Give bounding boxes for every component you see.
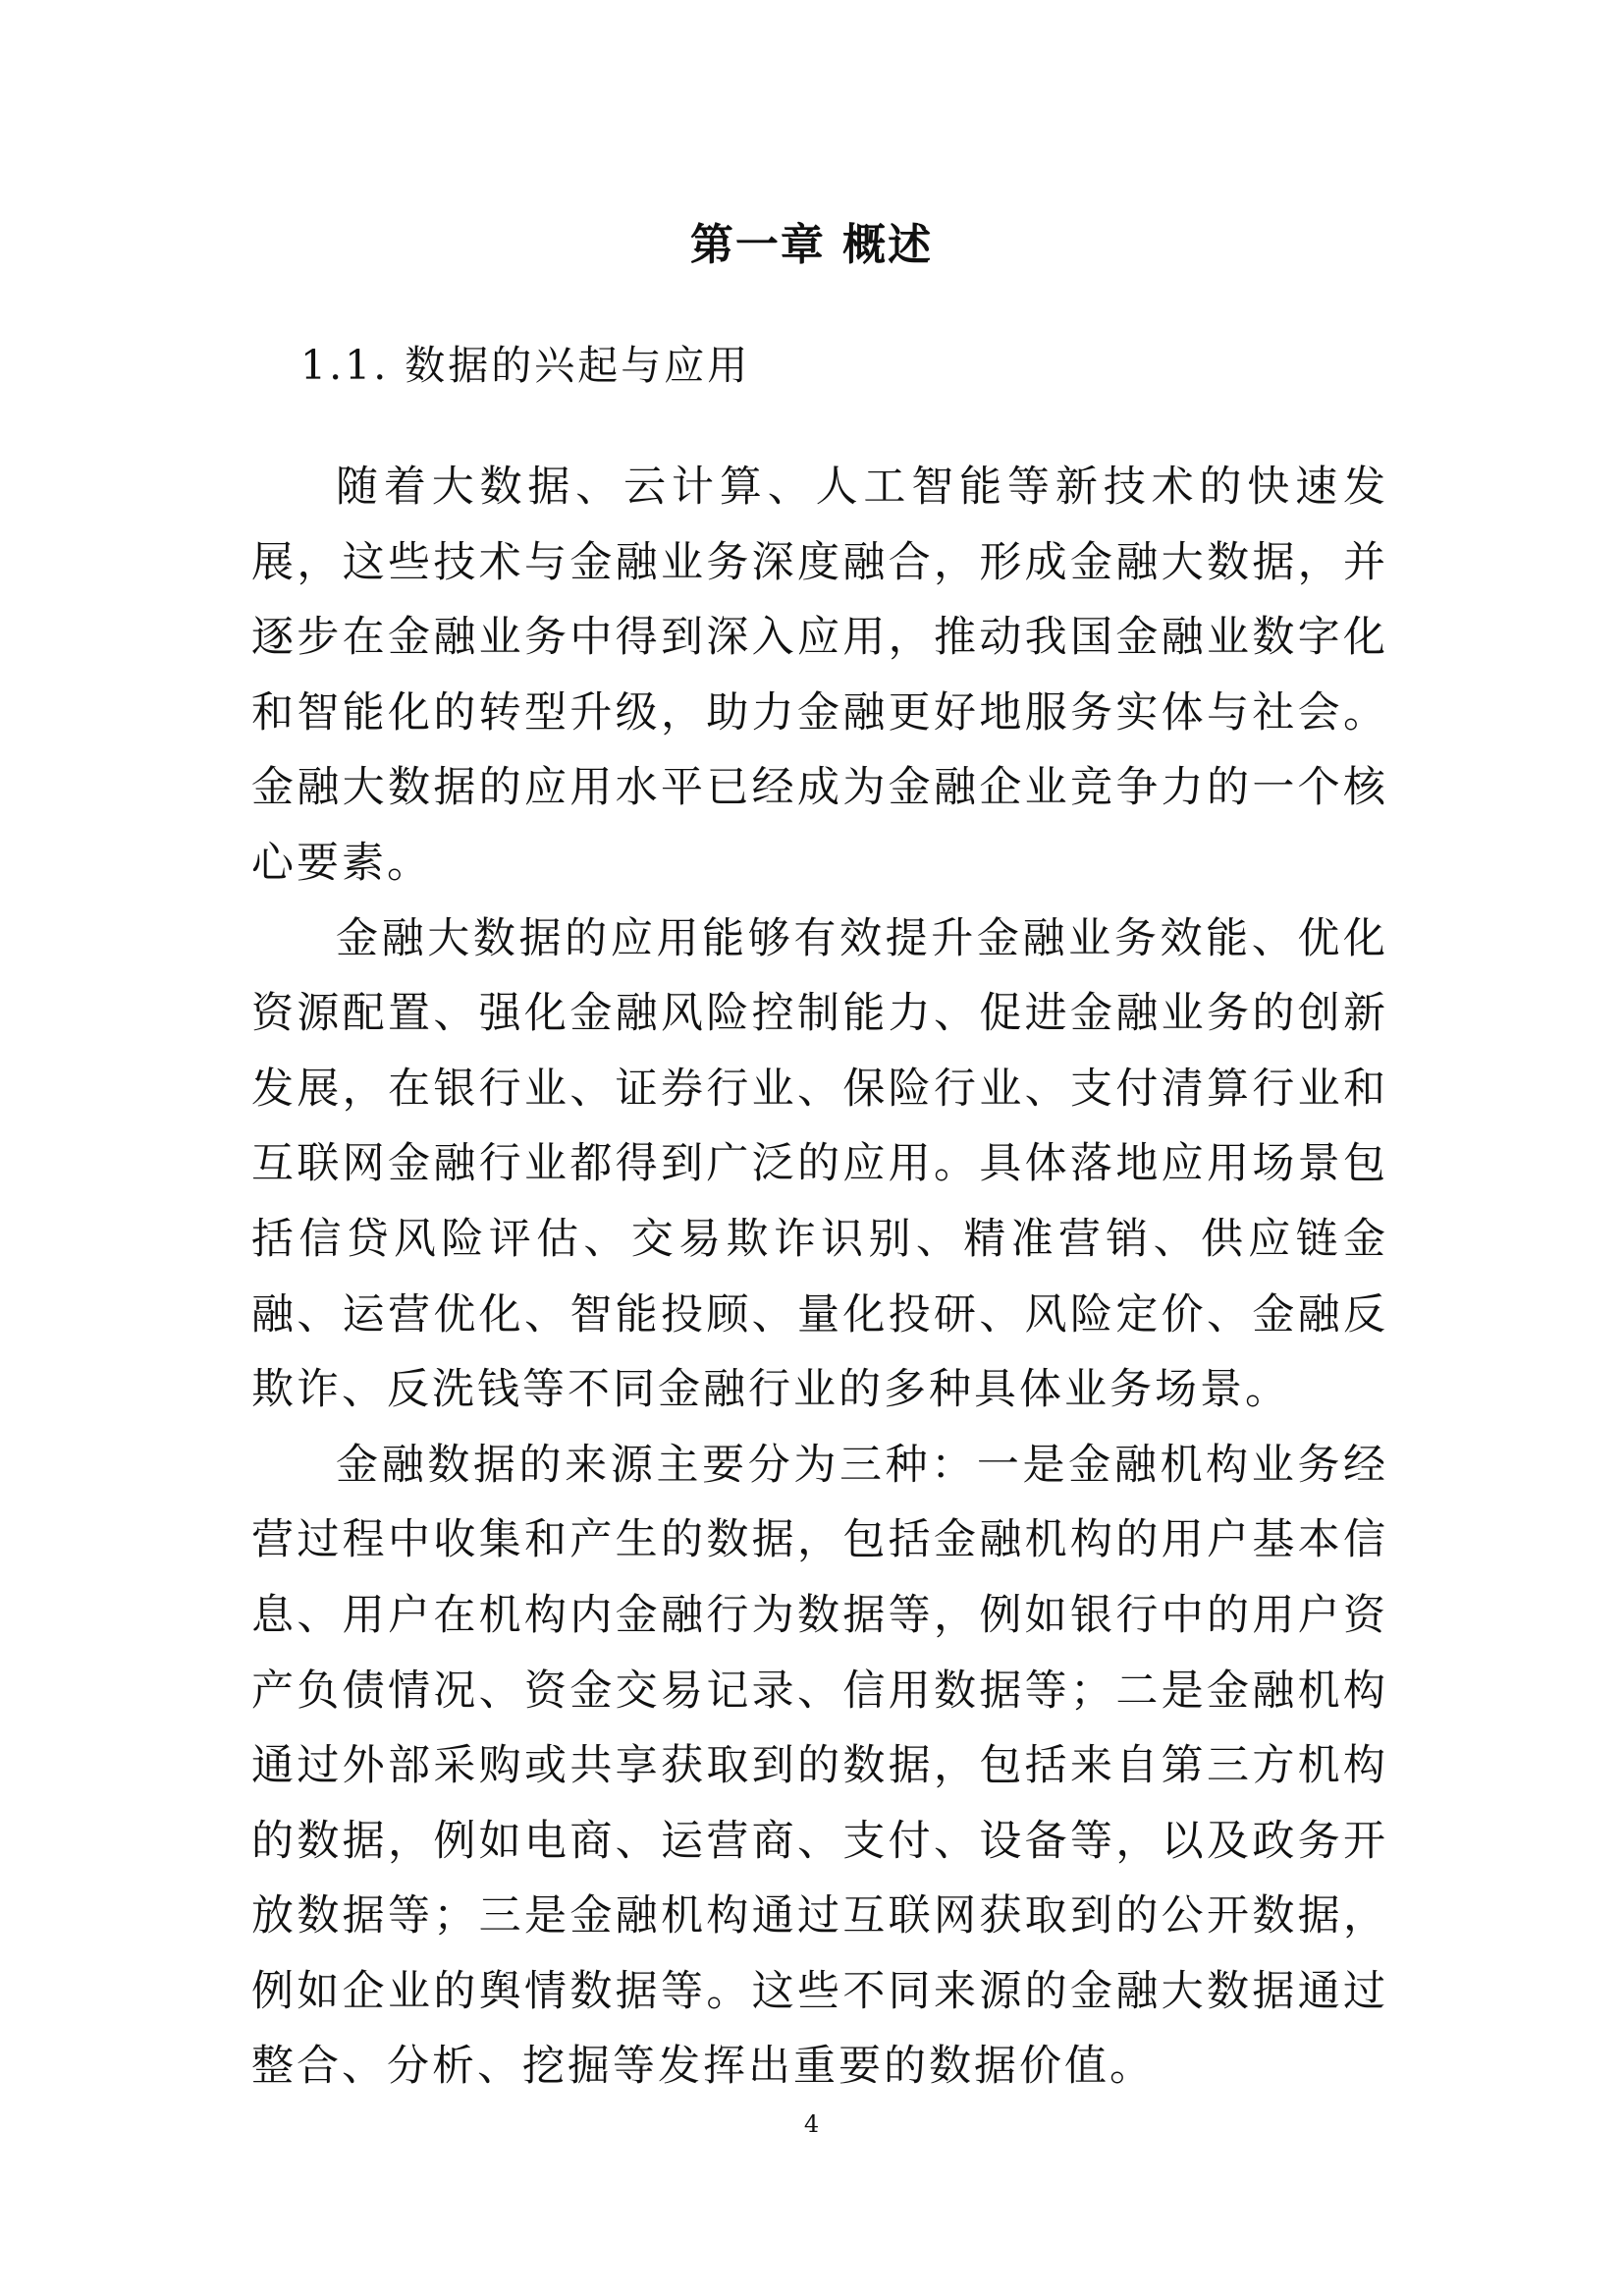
body-text xyxy=(251,450,1388,2105)
section-heading: 1.1. 数据的兴起与应用 xyxy=(300,342,751,389)
chapter-title: 第一章 概述 xyxy=(689,220,934,270)
paragraph-3: 金融数据的来源主要分为三种：一是金融机构业务经营过程中收集和产生的数据，包括金融机构的用户基本信息、用户在机构内金融行为数据等，例如银行中的用户资产负债情况、资金交易记录、信用数据等；二是金融机构通过外部采购或共享获取到的数据，包括来自第三方机构的数据，例如电商、运营商、支付、设备等，以及政务开放数据等；三是金融机构通过互联网获取到的公开数据，例如企业的舆情数据等。这些不同来源的金融大数据通过整合、分析、挖掘等发挥出重要的数据价值。 xyxy=(251,1440,1388,2092)
paragraph-1: 随着大数据、云计算、人工智能等新技术的快速发展，这些技术与金融业务深度融合，形成金融大数据，并逐步在金融业务中得到深入应用，推动我国金融业数字化和智能化的转型升级，助力金融更好地服务实体与社会。金融大数据的应用水平已经成为金融企业竞争力的一个核心要素。 xyxy=(251,463,1388,888)
page-number: 4 xyxy=(803,2110,820,2138)
paragraph-2: 金融大数据的应用能够有效提升金融业务效能、优化资源配置、强化金融风险控制能力、促进金融业务的创新发展，在银行业、证券行业、保险行业、支付清算行业和互联网金融行业都得到广泛的应用。具体落地应用场景包括信贷风险评估、交易欺诈识别、精准营销、供应链金融、运营优化、智能投顾、量化投研、风险定价、金融反欺诈、反洗钱等不同金融行业的多种具体业务场景。 xyxy=(251,913,1388,1415)
